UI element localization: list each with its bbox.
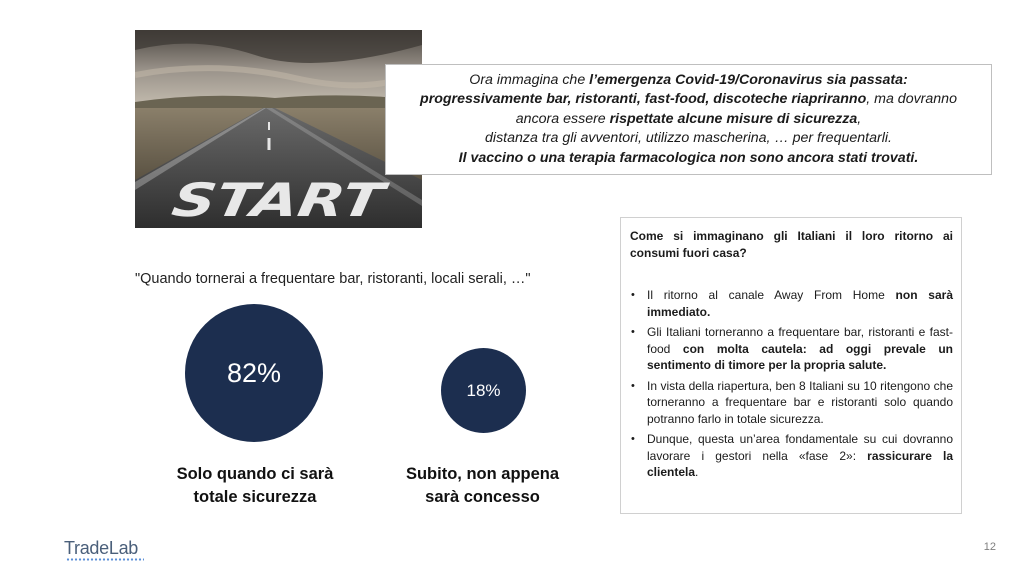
insight-1a: Il ritorno al canale Away From Home bbox=[647, 288, 896, 302]
intro-line-3c: , bbox=[857, 110, 862, 127]
intro-line-2a: progressivamente bar, ristoranti, fast-food, discoteche riapriranno bbox=[420, 91, 867, 108]
stat-caption-18-line2: sarà concesso bbox=[425, 488, 540, 506]
stat-caption-82 bbox=[150, 463, 360, 509]
intro-line-1b: l’emergenza Covid-19/Coronavirus sia passata: bbox=[589, 72, 908, 88]
intro-line-3a: ancora essere bbox=[515, 110, 610, 127]
intro-line-2b: , ma dovranno bbox=[866, 91, 957, 108]
insights-list bbox=[630, 287, 953, 481]
stat-value-18: 18% bbox=[466, 380, 501, 400]
insights-box bbox=[620, 217, 962, 514]
stat-circle-82 bbox=[185, 304, 323, 442]
insight-4b: rassicurare la clientela bbox=[647, 448, 954, 479]
insight-1b: non sarà immediato. bbox=[647, 288, 953, 319]
bullet-icon: • bbox=[631, 379, 635, 392]
stat-circle-18 bbox=[441, 348, 526, 433]
bullet-icon: • bbox=[631, 326, 635, 338]
intro-line-4: distanza tra gli avventori, utilizzo mascherina, … per frequentarli. bbox=[485, 130, 892, 147]
intro-line-3b: rispettate alcune misure di sicurezza bbox=[609, 110, 858, 127]
road-start-text: START bbox=[168, 173, 339, 227]
list-item bbox=[630, 287, 953, 320]
insight-4c: . bbox=[695, 465, 699, 479]
bullet-icon: • bbox=[631, 289, 635, 301]
scenario-intro-box bbox=[385, 64, 992, 175]
insight-4a: Dunque, questa un’area fondamentale su cui dovranno lavorare i gestori nella «fase 2»: bbox=[647, 432, 953, 463]
insight-2b: con molta cautela: ad oggi prevale un sentimento di timore per la propria salute. bbox=[647, 341, 953, 372]
intro-line-5: Il vaccino o una terapia farmacologica non sono ancora stati trovati. bbox=[458, 149, 919, 166]
bullet-icon: • bbox=[631, 433, 635, 445]
insight-2a: Gli Italiani torneranno a frequentare bar, ristoranti e fast-food bbox=[647, 325, 953, 356]
survey-question-quote: "Quando tornerai a frequentare bar, ristoranti, locali serali, …" bbox=[135, 271, 531, 287]
intro-line-1a: Ora immagina che bbox=[469, 72, 590, 88]
logo-text: TradeLab bbox=[64, 538, 138, 558]
insight-3: In vista della riapertura, ben 8 Italiani su 10 ritengono che torneranno a frequentare bar e ristoranti solo quando potranno farlo in totale sicurezza. bbox=[647, 378, 953, 426]
list-item bbox=[630, 431, 953, 481]
list-item bbox=[630, 378, 953, 428]
list-item bbox=[630, 324, 953, 374]
stat-caption-18 bbox=[375, 463, 590, 509]
logo-dots-icon bbox=[66, 558, 144, 561]
tradelab-logo bbox=[64, 538, 138, 559]
stat-caption-18-line1: Subito, non appena bbox=[405, 465, 560, 483]
stat-value-82: 82% bbox=[226, 357, 282, 388]
road-start-photo bbox=[135, 30, 422, 228]
stat-caption-82-line1: Solo quando ci sarà bbox=[176, 465, 334, 483]
insights-question: Come si immaginano gli Italiani il loro ritorno ai consumi fuori casa? bbox=[630, 229, 953, 260]
stat-caption-82-line2: totale sicurezza bbox=[193, 488, 317, 506]
page-number: 12 bbox=[983, 541, 996, 553]
